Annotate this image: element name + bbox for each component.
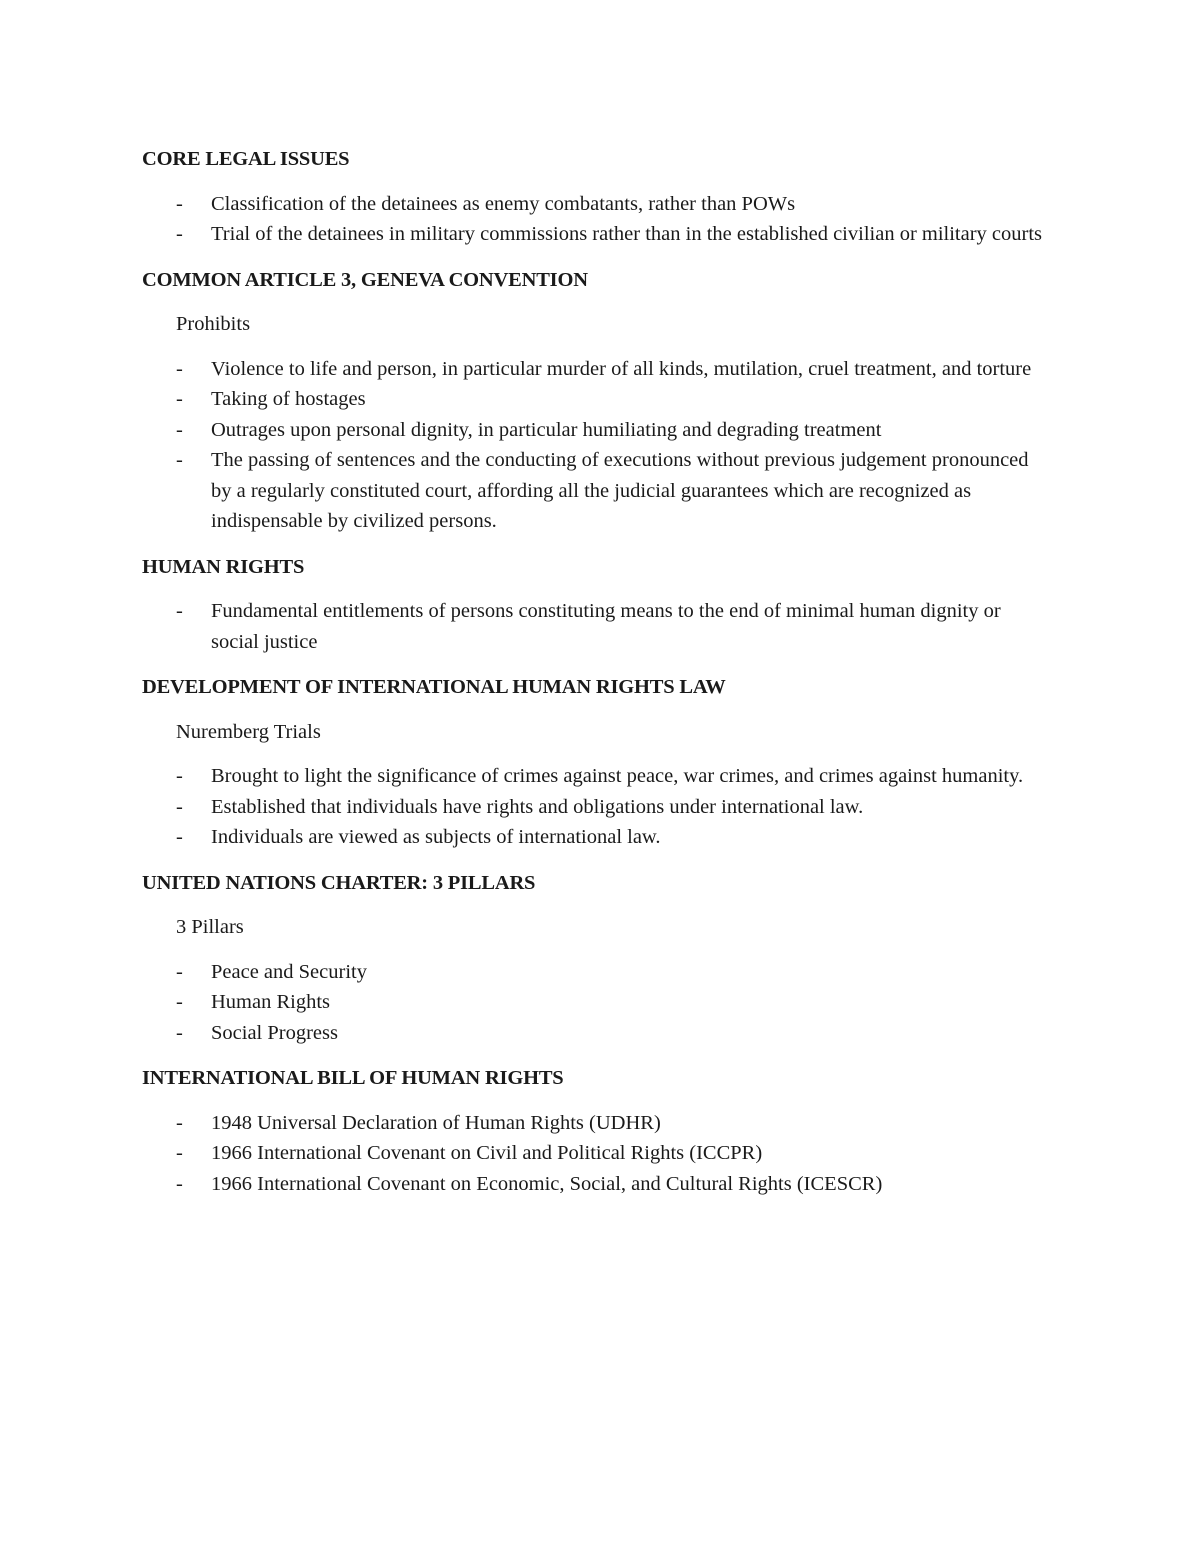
bullet-dash: - — [176, 418, 183, 441]
bullet-list — [142, 957, 1050, 1049]
section-heading: INTERNATIONAL BILL OF HUMAN RIGHTS — [142, 1067, 564, 1089]
bullet-dash: - — [176, 357, 183, 380]
list-item-text: Social Progress — [211, 1021, 338, 1044]
list-item-text: Brought to light the significance of crimes against peace, war crimes, and crimes against humanity. — [211, 765, 1024, 787]
section-intro: Prohibits — [176, 313, 251, 335]
bullet-dash: - — [176, 960, 183, 983]
section-intro: Nuremberg Trials — [176, 720, 321, 743]
bullet-dash: - — [176, 1172, 183, 1195]
list-item — [142, 957, 1050, 988]
list-item — [142, 1138, 1050, 1169]
list-item — [142, 1169, 1050, 1200]
bullet-dash: - — [176, 223, 183, 245]
list-item-text: Established that individuals have rights and obligations under international law. — [211, 795, 864, 818]
bullet-dash: - — [176, 765, 183, 787]
section-core-legal-issues — [142, 144, 1050, 250]
bullet-list — [142, 761, 1050, 853]
section-international-bill — [142, 1063, 1050, 1199]
list-item — [142, 219, 1050, 250]
list-item — [142, 596, 1050, 657]
list-item-text: Classification of the detainees as enemy combatants, rather than POWs — [211, 192, 796, 215]
bullet-list — [142, 189, 1050, 250]
section-heading: HUMAN RIGHTS — [142, 555, 305, 578]
list-item-text: Violence to life and person, in particular murder of all kinds, mutilation, cruel treatment, and torture — [211, 357, 1032, 380]
bullet-dash: - — [176, 826, 183, 848]
list-item — [142, 761, 1050, 792]
list-item — [142, 792, 1050, 823]
list-item — [142, 445, 1050, 537]
list-item — [142, 987, 1050, 1018]
bullet-dash: - — [176, 795, 183, 818]
list-item-text: Human Rights — [211, 991, 331, 1013]
list-item — [142, 189, 1050, 220]
section-development-ihrl — [142, 672, 1050, 853]
list-item-text: 1966 International Covenant on Civil and Political Rights (ICCPR) — [211, 1142, 763, 1164]
bullet-dash: - — [176, 1142, 183, 1164]
bullet-dash: - — [176, 1021, 183, 1044]
section-un-charter — [142, 868, 1050, 1049]
section-heading: COMMON ARTICLE 3, GENEVA CONVENTION — [142, 268, 588, 291]
list-item-text: Taking of hostages — [211, 388, 366, 410]
list-item — [142, 1108, 1050, 1139]
list-item — [142, 822, 1050, 853]
list-item — [142, 384, 1050, 415]
list-item-text: 1966 International Covenant on Economic, Social, and Cultural Rights (ICESCR) — [211, 1172, 883, 1195]
list-item-text: Outrages upon personal dignity, in particular humiliating and degrading treatment — [211, 418, 882, 441]
bullet-list — [142, 1108, 1050, 1200]
list-item-text: Individuals are viewed as subjects of international law. — [211, 826, 661, 848]
bullet-dash: - — [176, 600, 183, 622]
section-heading: UNITED NATIONS CHARTER: 3 PILLARS — [142, 871, 536, 894]
bullet-dash: - — [176, 991, 183, 1013]
section-intro: 3 Pillars — [176, 916, 244, 938]
bullet-list — [142, 354, 1050, 537]
list-item-text: 1948 Universal Declaration of Human Rights (UDHR) — [211, 1111, 661, 1134]
list-item-text: Fundamental entitlements of persons constituting means to the end of minimal human dignity or social justice — [211, 600, 1001, 653]
list-item — [142, 415, 1050, 446]
list-item — [142, 1018, 1050, 1049]
bullet-list — [142, 596, 1050, 657]
list-item — [142, 354, 1050, 385]
bullet-dash: - — [176, 388, 183, 410]
bullet-dash: - — [176, 449, 183, 471]
list-item-text: Peace and Security — [211, 960, 367, 983]
section-heading: CORE LEGAL ISSUES — [142, 148, 350, 170]
section-human-rights — [142, 552, 1050, 658]
list-item-text: Trial of the detainees in military commissions rather than in the established civilian or military courts — [211, 223, 1043, 245]
bullet-dash: - — [176, 1111, 183, 1134]
bullet-dash: - — [176, 192, 183, 215]
section-heading: DEVELOPMENT OF INTERNATIONAL HUMAN RIGHTS LAW — [142, 676, 726, 698]
list-item-text: The passing of sentences and the conducting of executions without previous judgement pronounced by a regularly constituted court, affording all the judicial guarantees which are recognized as indispensable by civilized persons. — [211, 449, 1029, 532]
section-common-article-3 — [142, 265, 1050, 537]
